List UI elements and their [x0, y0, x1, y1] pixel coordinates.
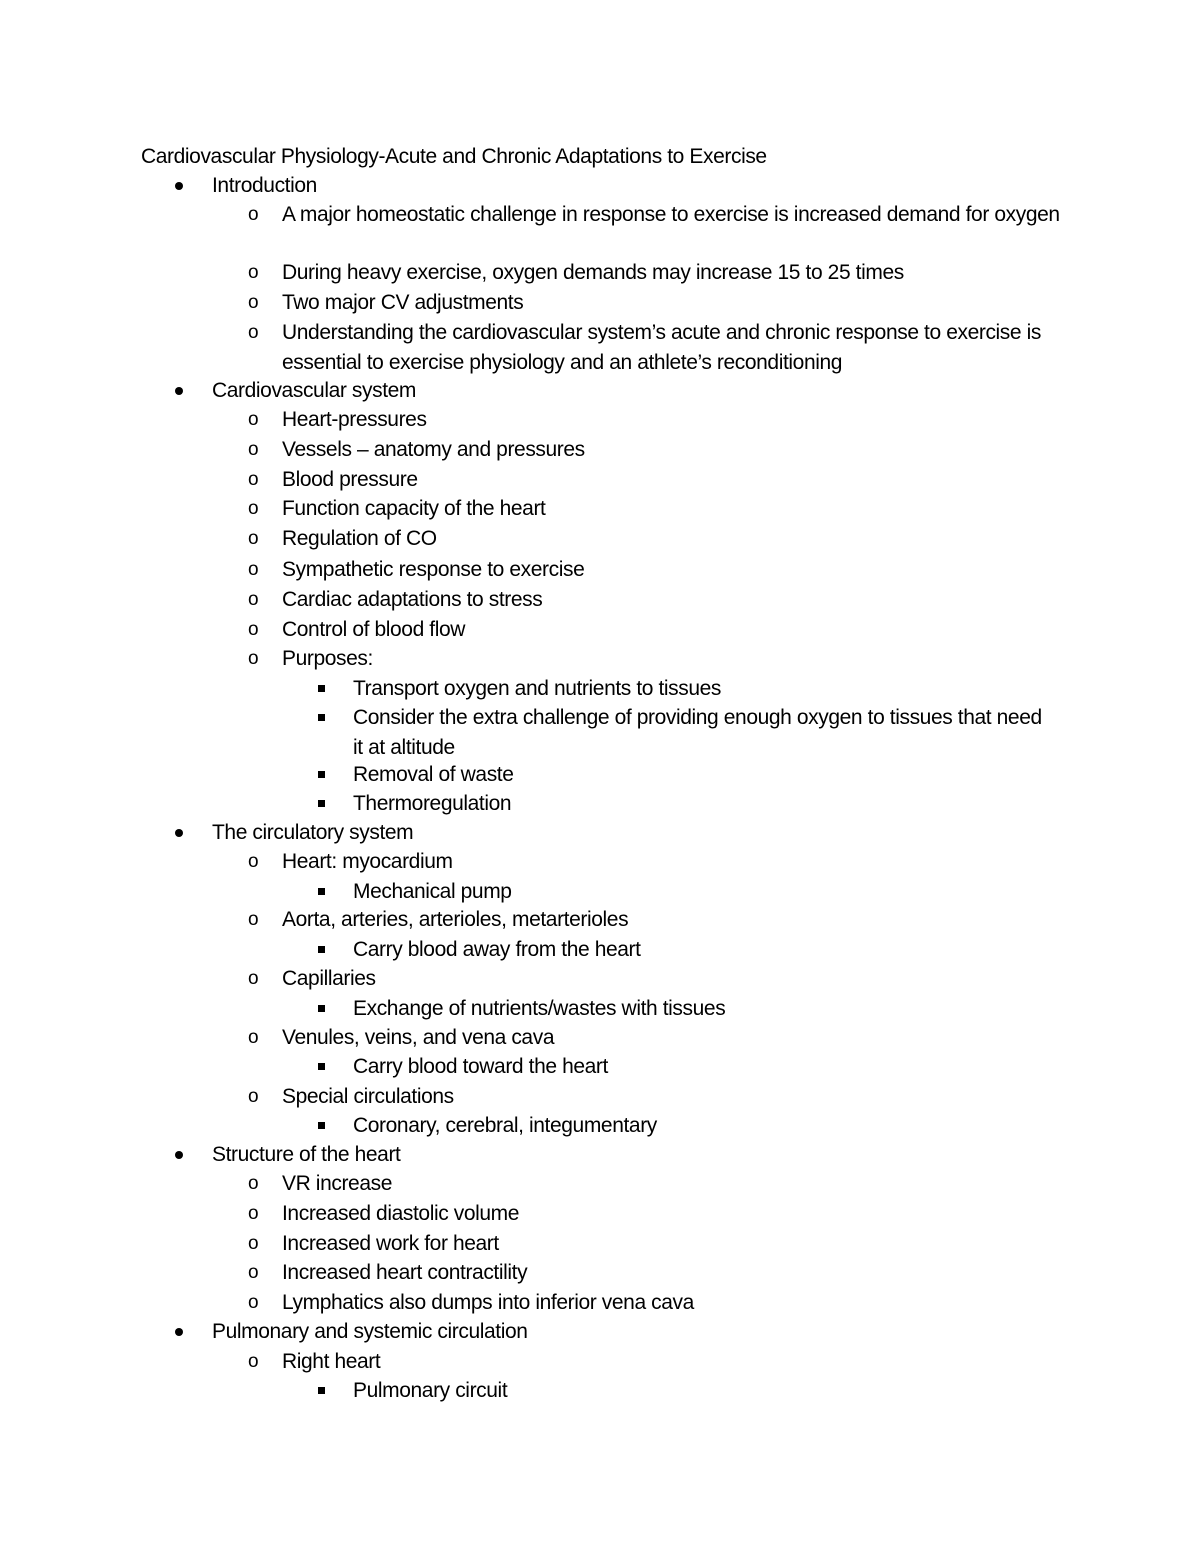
- circle-bullet-icon: o: [248, 528, 259, 549]
- list-item: Mechanical pump: [353, 877, 1053, 907]
- list-item: o Right heart: [282, 1347, 1062, 1377]
- list-item: Cardiovascular system: [212, 376, 416, 406]
- document-title: Cardiovascular Physiology-Acute and Chronic Adaptations to Exercise: [141, 145, 767, 168]
- list-item: o Capillaries: [282, 964, 1062, 994]
- list-item: o Aorta, arteries, arterioles, metarterioles: [282, 905, 1062, 935]
- list-item: o A major homeostatic challenge in response to exercise is increased demand for oxygen: [282, 200, 1062, 230]
- list-item: Carry blood away from the heart: [353, 935, 1053, 965]
- circle-bullet-icon: o: [248, 1203, 259, 1224]
- list-item: o Understanding the cardiovascular system’s acute and chronic response to exercise is essential to exercise physiology and an athlete’s reconditioning: [282, 318, 1062, 377]
- circle-bullet-icon: o: [248, 1262, 259, 1283]
- list-item: Pulmonary circuit: [353, 1376, 1053, 1406]
- circle-bullet-icon: o: [248, 559, 259, 580]
- list-item: o Increased diastolic volume: [282, 1199, 1062, 1229]
- circle-bullet-icon: o: [248, 439, 259, 460]
- list-item: o Vessels – anatomy and pressures: [282, 435, 1062, 465]
- list-item: o Increased work for heart: [282, 1229, 1062, 1259]
- list-item: o Venules, veins, and vena cava: [282, 1023, 1062, 1053]
- list-item: o VR increase: [282, 1169, 1062, 1199]
- list-item: o Heart: myocardium: [282, 847, 1062, 877]
- list-item: o Sympathetic response to exercise: [282, 555, 1062, 585]
- circle-bullet-icon: o: [248, 851, 259, 872]
- list-item: o Lymphatics also dumps into inferior vena cava: [282, 1288, 1062, 1318]
- list-item: Consider the extra challenge of providing enough oxygen to tissues that need it at altitude: [353, 703, 1053, 762]
- circle-bullet-icon: o: [248, 204, 259, 225]
- circle-bullet-icon: o: [248, 968, 259, 989]
- list-item: o During heavy exercise, oxygen demands may increase 15 to 25 times: [282, 258, 1062, 288]
- circle-bullet-icon: o: [248, 262, 259, 283]
- circle-bullet-icon: o: [248, 909, 259, 930]
- list-item: Thermoregulation: [353, 789, 1053, 819]
- circle-bullet-icon: o: [248, 1027, 259, 1048]
- circle-bullet-icon: o: [248, 1086, 259, 1107]
- circle-bullet-icon: o: [248, 322, 259, 343]
- circle-bullet-icon: o: [248, 648, 259, 669]
- circle-bullet-icon: o: [248, 292, 259, 313]
- list-item: o Regulation of CO: [282, 524, 1062, 554]
- list-item: o Cardiac adaptations to stress: [282, 585, 1062, 615]
- list-item: Structure of the heart: [212, 1140, 400, 1170]
- list-item: Introduction: [212, 171, 317, 201]
- list-item: Coronary, cerebral, integumentary: [353, 1111, 1053, 1141]
- circle-bullet-icon: o: [248, 498, 259, 519]
- list-item: o Increased heart contractility: [282, 1258, 1062, 1288]
- circle-bullet-icon: o: [248, 409, 259, 430]
- circle-bullet-icon: o: [248, 619, 259, 640]
- list-item: o Special circulations: [282, 1082, 1062, 1112]
- list-item: Pulmonary and systemic circulation: [212, 1317, 528, 1347]
- circle-bullet-icon: o: [248, 469, 259, 490]
- circle-bullet-icon: o: [248, 589, 259, 610]
- list-item: o Purposes:: [282, 644, 1062, 674]
- list-item: The circulatory system: [212, 818, 413, 848]
- list-item: o Control of blood flow: [282, 615, 1062, 645]
- list-item: o Function capacity of the heart: [282, 494, 1062, 524]
- circle-bullet-icon: o: [248, 1351, 259, 1372]
- list-item: o Blood pressure: [282, 465, 1062, 495]
- list-item: o Two major CV adjustments: [282, 288, 1062, 318]
- circle-bullet-icon: o: [248, 1173, 259, 1194]
- list-item: o Heart-pressures: [282, 405, 1062, 435]
- list-item: Removal of waste: [353, 760, 1053, 790]
- list-item: Transport oxygen and nutrients to tissues: [353, 674, 1053, 704]
- list-item: Carry blood toward the heart: [353, 1052, 1053, 1082]
- circle-bullet-icon: o: [248, 1292, 259, 1313]
- list-item: Exchange of nutrients/wastes with tissues: [353, 994, 1053, 1024]
- circle-bullet-icon: o: [248, 1233, 259, 1254]
